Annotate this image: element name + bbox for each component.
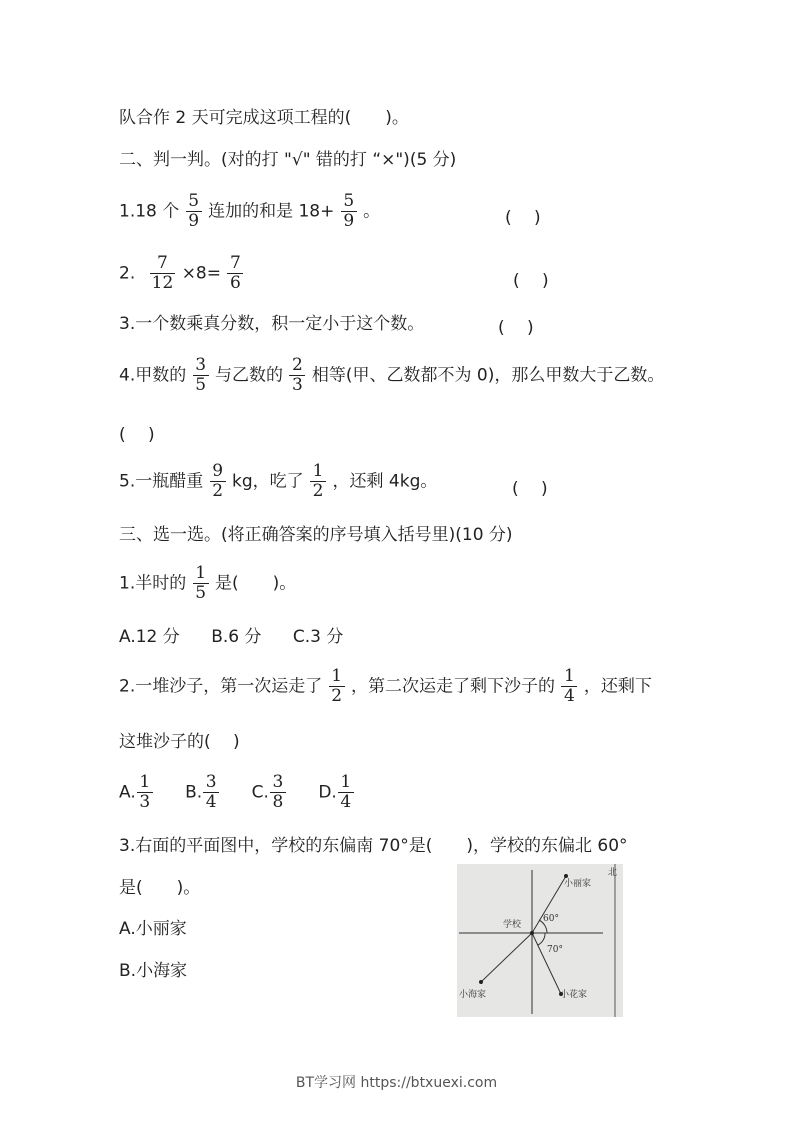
- xiaohua-label: 小花家: [560, 990, 588, 1000]
- choice-2-text-a: 2.一堆沙子，第一次运走了: [119, 676, 323, 697]
- choice-1-option-b[interactable]: B.6 分: [211, 627, 262, 647]
- north-label: 北: [608, 868, 618, 878]
- fraction-1-4: $\frac{1}{4}$: [562, 667, 576, 706]
- judge-1-text-a: 1.18 个: [119, 201, 180, 222]
- judge-2-text-a: 2.: [119, 263, 136, 284]
- choice-item-2: [119, 667, 652, 706]
- judge-4-text-a: 4.甲数的: [119, 365, 187, 386]
- fraction-7-6: $\frac{7}{6}$: [228, 254, 242, 293]
- choice-1-option-a[interactable]: A.12 分: [119, 627, 180, 647]
- choice-2-option-c[interactable]: C. $\frac{3}{8}$: [252, 773, 287, 812]
- fraction-9-2: $\frac{9}{2}$: [211, 462, 225, 501]
- choice-1-text-b: 是( )。: [215, 573, 297, 594]
- choice-1-options: [119, 626, 369, 648]
- judge-item-2: [119, 254, 244, 293]
- judge-2-answer-blank[interactable]: ( ): [513, 271, 549, 291]
- judge-5-text-b: kg，吃了: [232, 471, 304, 492]
- choice-item-1: [119, 564, 296, 603]
- choice-2-text-c: ，还剩下: [583, 676, 652, 697]
- judge-4-text-b: 与乙数的: [215, 365, 284, 386]
- judge-4-answer-blank[interactable]: ( ): [119, 425, 155, 445]
- section-2-title: 二、判一判。(对的打 "√" 错的打 “×")(5 分): [119, 150, 457, 170]
- xiaohai-point: [479, 980, 483, 984]
- choice-3-option-a[interactable]: A.小丽家: [119, 919, 187, 939]
- fraction-5-9: $\frac{5}{9}$: [187, 192, 201, 231]
- judge-4-text-c: 相等(甲、乙数都不为 0)，那么甲数大于乙数。: [311, 365, 665, 386]
- direction-map-svg: [457, 864, 623, 1017]
- ray-to-xiaohua: [532, 933, 561, 994]
- xiaoli-point: [564, 874, 568, 878]
- fraction-1-2-b: $\frac{1}{2}$: [330, 667, 344, 706]
- judge-1-text-c: 。: [363, 201, 381, 222]
- judge-5-text-a: 5.一瓶醋重: [119, 471, 204, 492]
- xiaohai-label: 小海家: [459, 990, 487, 1000]
- judge-item-4: [119, 356, 664, 395]
- school-label: 学校: [503, 920, 522, 930]
- judge-5-text-c: ，还剩 4kg。: [332, 471, 438, 492]
- footer-watermark: BT学习网 https://btxuexi.com: [295, 1075, 498, 1091]
- choice-item-3: 3.右面的平面图中，学校的东偏南 70°是( )，学校的东偏北 60°: [119, 836, 628, 856]
- choice-item-2-cont: 这堆沙子的( ): [119, 732, 240, 752]
- judge-2-text-b: ×8=: [181, 263, 221, 284]
- judge-1-answer-blank[interactable]: ( ): [505, 208, 541, 228]
- judge-5-answer-blank[interactable]: ( ): [512, 479, 548, 499]
- fraction-1-2: $\frac{1}{2}$: [311, 462, 325, 501]
- choice-item-3-cont: 是( )。: [119, 878, 201, 898]
- fraction-2-3: $\frac{2}{3}$: [290, 356, 304, 395]
- fraction-3-5: $\frac{3}{5}$: [194, 356, 208, 395]
- prev-question-tail: 队合作 2 天可完成这项工程的( )。: [119, 108, 409, 128]
- judge-3-answer-blank[interactable]: ( ): [498, 318, 534, 338]
- choice-1-option-c[interactable]: C.3 分: [292, 627, 344, 647]
- judge-1-text-b: 连加的和是 18+: [208, 201, 335, 222]
- choice-2-option-a[interactable]: A. $\frac{1}{3}$: [119, 773, 154, 812]
- choice-2-option-b[interactable]: B. $\frac{3}{4}$: [185, 773, 220, 812]
- angle-70-label: 70°: [547, 945, 563, 955]
- ray-to-xiaoli: [532, 876, 566, 933]
- choice-1-text-a: 1.半时的: [119, 573, 187, 594]
- judge-item-5: [119, 462, 437, 501]
- fraction-1-5: $\frac{1}{5}$: [194, 564, 208, 603]
- angle-60-label: 60°: [543, 914, 559, 924]
- judge-item-3: 3.一个数乘真分数，积一定小于这个数。: [119, 314, 425, 334]
- judge-item-1: [119, 192, 380, 231]
- choice-2-option-d[interactable]: D. $\frac{1}{4}$: [318, 773, 355, 812]
- school-point: [530, 931, 534, 935]
- ray-to-xiaohai: [481, 933, 532, 982]
- section-3-title: 三、选一选。(将正确答案的序号填入括号里)(10 分): [119, 525, 513, 545]
- fraction-7-12: $\frac{7}{12}$: [151, 253, 174, 293]
- xiaoli-label: 小丽家: [564, 879, 592, 889]
- choice-2-text-b: ，第二次运走了剩下沙子的: [351, 676, 556, 697]
- choice-3-option-b[interactable]: B.小海家: [119, 961, 188, 981]
- fraction-5-9-b: $\frac{5}{9}$: [342, 192, 356, 231]
- angle-70-arc: [538, 933, 545, 945]
- choice-2-options: [119, 773, 381, 812]
- direction-map-figure: [457, 864, 623, 1017]
